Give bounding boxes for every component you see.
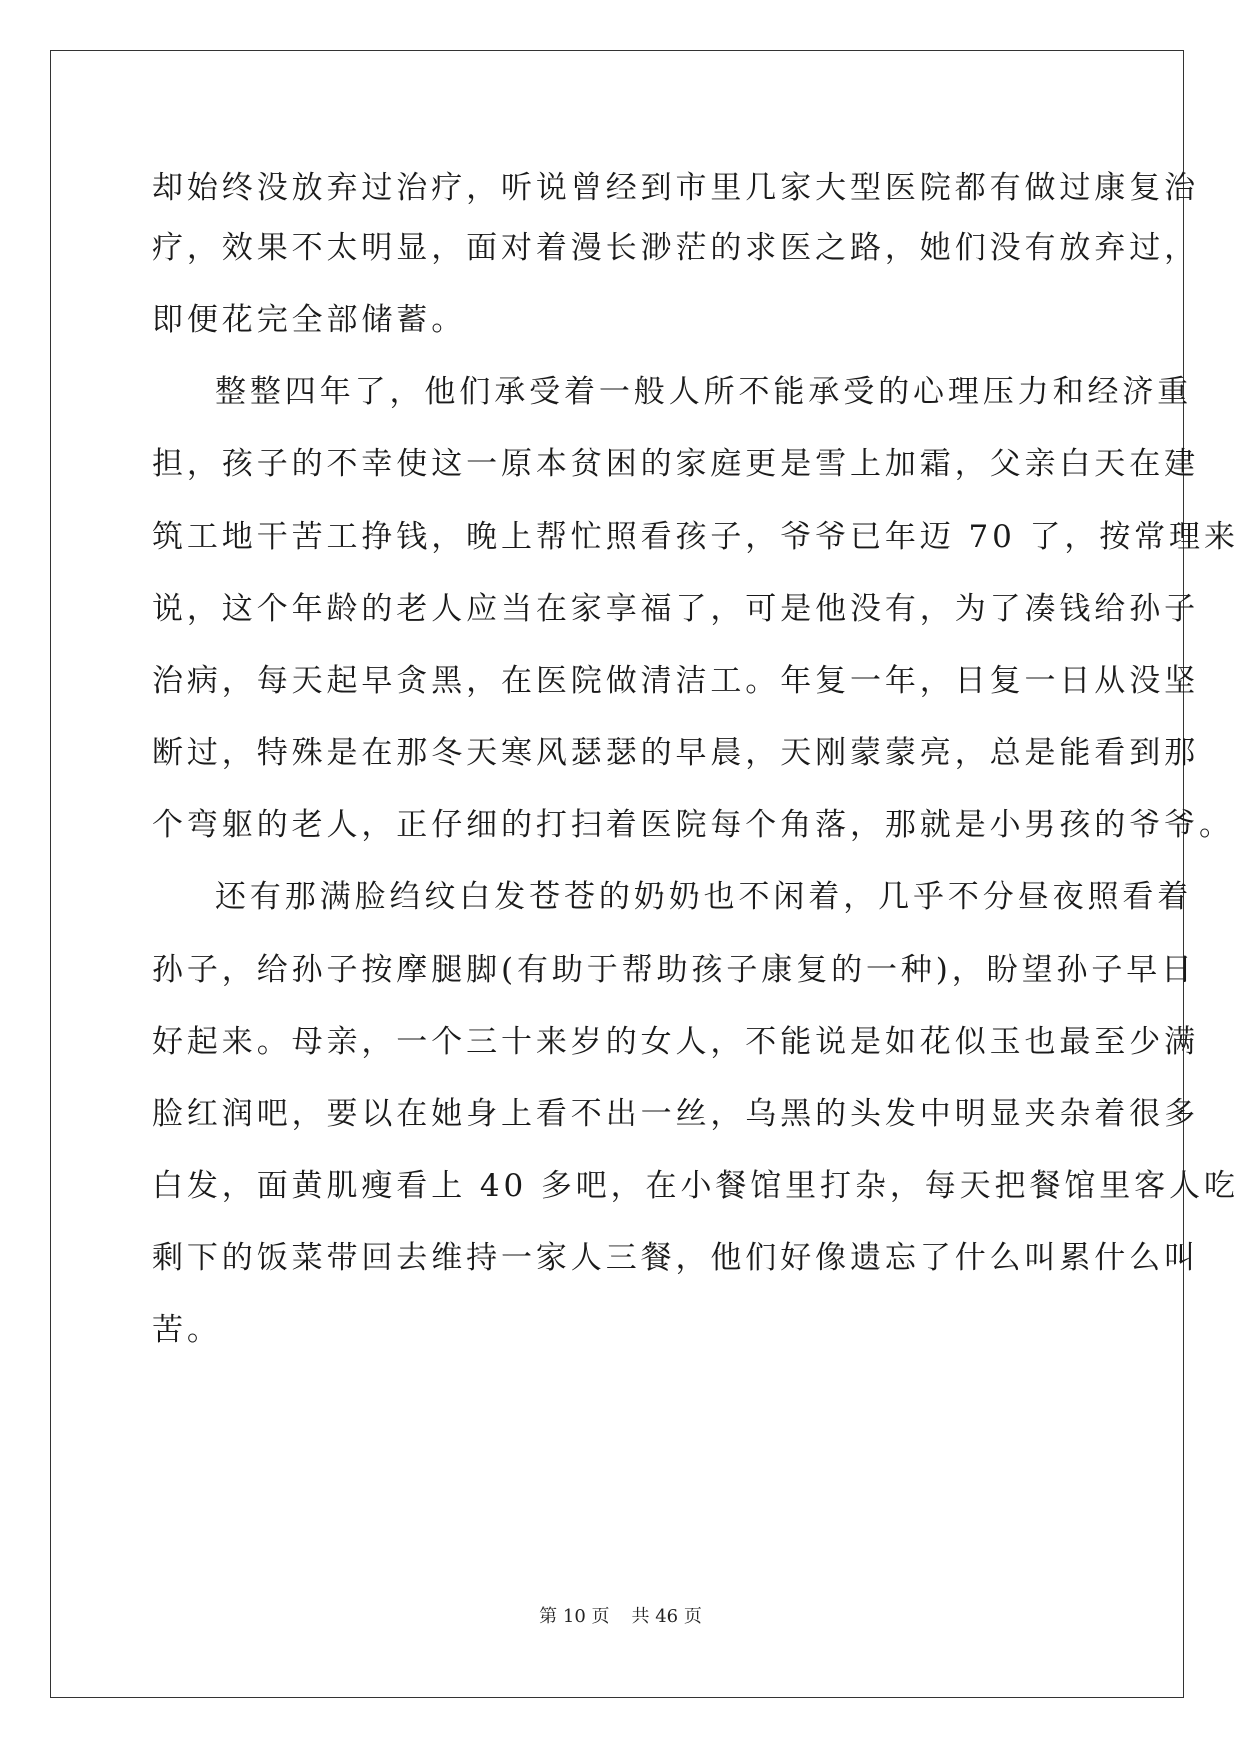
body-line: 个弯躯的老人，正仔细的打扫着医院每个角落，那就是小男孩的爷爷。 bbox=[152, 807, 1234, 843]
body-line: 断过，特殊是在那冬天寒风瑟瑟的早晨，天刚蒙蒙亮，总是能看到那 bbox=[152, 735, 1199, 771]
body-line: 苦。 bbox=[152, 1312, 222, 1348]
body-line: 白发，面黄肌瘦看上 40 多吧，在小餐馆里打杂，每天把餐馆里客人吃 bbox=[152, 1168, 1239, 1204]
page-total: 共 46 页 bbox=[631, 1606, 702, 1627]
page-number: 第 10 页 bbox=[539, 1606, 610, 1627]
body-line: 整整四年了，他们承受着一般人所不能承受的心理压力和经济重 bbox=[215, 374, 1193, 410]
page-footer bbox=[0, 1602, 1241, 1628]
body-line: 治病，每天起早贪黑，在医院做清洁工。年复一年，日复一日从没坚 bbox=[152, 663, 1199, 699]
body-line: 疗，效果不太明显，面对着漫长渺茫的求医之路，她们没有放弃过， bbox=[152, 230, 1199, 266]
page-border bbox=[50, 50, 1184, 1698]
body-line: 好起来。母亲，一个三十来岁的女人，不能说是如花似玉也最至少满 bbox=[152, 1024, 1199, 1060]
body-line: 孙子，给孙子按摩腿脚(有助于帮助孩子康复的一种)，盼望孙子早日 bbox=[152, 952, 1197, 988]
body-line: 剩下的饭菜带回去维持一家人三餐，他们好像遗忘了什么叫累什么叫 bbox=[152, 1240, 1199, 1276]
body-line: 筑工地干苦工挣钱，晚上帮忙照看孩子，爷爷已年迈 70 了，按常理来 bbox=[152, 519, 1239, 555]
body-line: 说，这个年龄的老人应当在家享福了，可是他没有，为了凑钱给孙子 bbox=[152, 591, 1199, 627]
body-line: 却始终没放弃过治疗，听说曾经到市里几家大型医院都有做过康复治 bbox=[152, 170, 1199, 206]
body-line: 脸红润吧，要以在她身上看不出一丝，乌黑的头发中明显夹杂着很多 bbox=[152, 1096, 1199, 1132]
body-line: 即便花完全部储蓄。 bbox=[152, 302, 467, 338]
body-line: 还有那满脸绉纹白发苍苍的奶奶也不闲着，几乎不分昼夜照看着 bbox=[215, 879, 1193, 915]
body-line: 担，孩子的不幸使这一原本贫困的家庭更是雪上加霜，父亲白天在建 bbox=[152, 446, 1199, 482]
